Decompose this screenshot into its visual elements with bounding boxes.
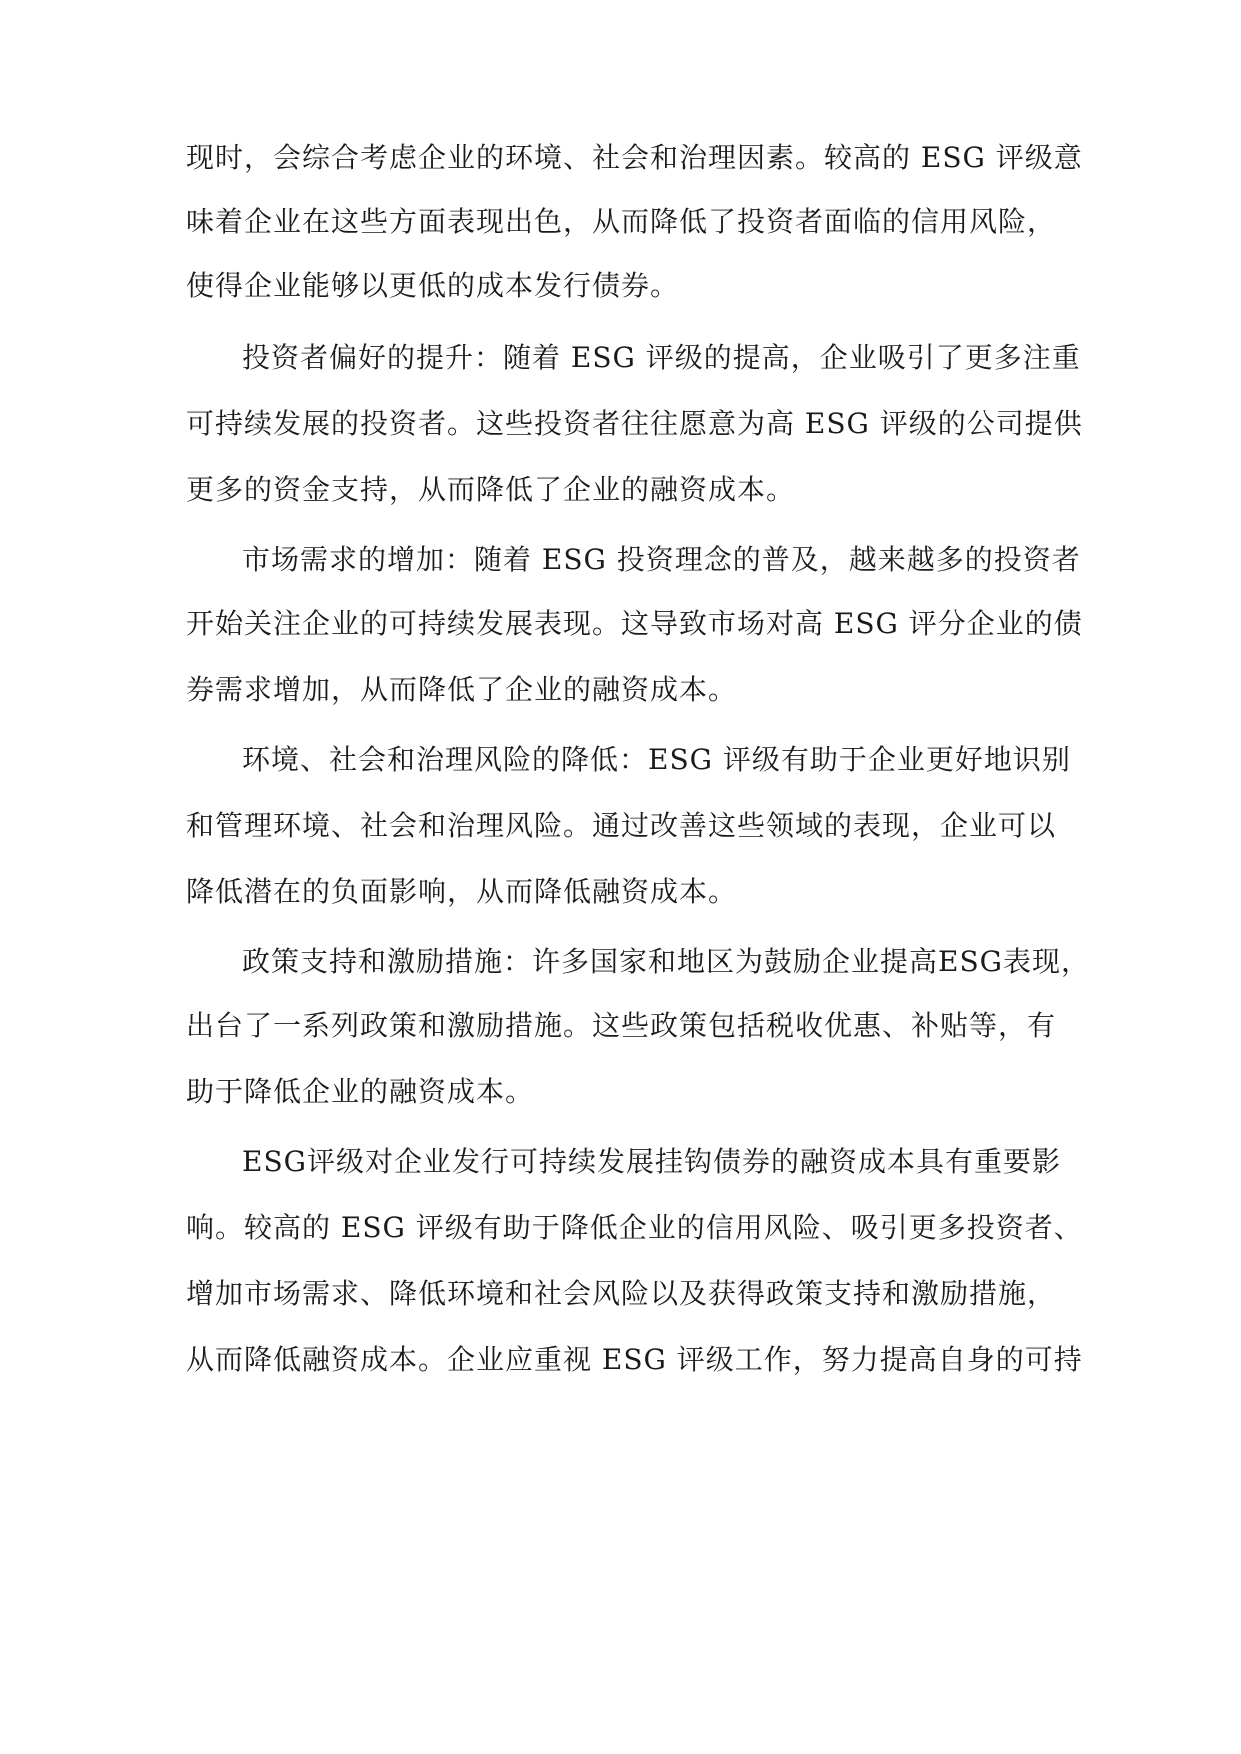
paragraph-4-line-3: 降低潜在的负面影响，从而降低融资成本。 bbox=[186, 875, 738, 908]
paragraph-5-line-2: 出台了一系列政策和激励措施。这些政策包括税收优惠、补贴等，有 bbox=[186, 1009, 1057, 1042]
paragraph-4-line-1: 环境、社会和治理风险的降低：ESG 评级有助于企业更好地识别 bbox=[242, 743, 1071, 776]
paragraph-5-line-1: 政策支持和激励措施：许多国家和地区为鼓励企业提高ESG表现， bbox=[242, 945, 1090, 978]
paragraph-2-line-1: 投资者偏好的提升：随着 ESG 评级的提高，企业吸引了更多注重 bbox=[242, 341, 1081, 374]
paragraph-6-line-4: 从而降低融资成本。企业应重视 ESG 评级工作，努力提高自身的可持 bbox=[186, 1343, 1083, 1376]
paragraph-6-line-2: 响。较高的 ESG 评级有助于降低企业的信用风险、吸引更多投资者、 bbox=[186, 1211, 1083, 1244]
paragraph-3-line-3: 券需求增加，从而降低了企业的融资成本。 bbox=[186, 673, 738, 706]
paragraph-6-line-1: ESG评级对企业发行可持续发展挂钩债券的融资成本具有重要影 bbox=[242, 1145, 1061, 1178]
paragraph-6-line-3: 增加市场需求、降低环境和社会风险以及获得政策支持和激励措施， bbox=[186, 1277, 1057, 1310]
paragraph-3-line-1: 市场需求的增加：随着 ESG 投资理念的普及，越来越多的投资者 bbox=[242, 543, 1081, 576]
paragraph-1-line-3: 使得企业能够以更低的成本发行债券。 bbox=[186, 269, 680, 302]
paragraph-2-line-2: 可持续发展的投资者。这些投资者往往愿意为高 ESG 评级的公司提供 bbox=[186, 407, 1083, 440]
paragraph-3-line-2: 开始关注企业的可持续发展表现。这导致市场对高 ESG 评分企业的债 bbox=[186, 607, 1083, 640]
paragraph-5-line-3: 助于降低企业的融资成本。 bbox=[186, 1075, 535, 1108]
paragraph-4-line-2: 和管理环境、社会和治理风险。通过改善这些领域的表现，企业可以 bbox=[186, 809, 1057, 842]
paragraph-1-line-1: 现时，会综合考虑企业的环境、社会和治理因素。较高的 ESG 评级意 bbox=[186, 141, 1083, 174]
paragraph-2-line-3: 更多的资金支持，从而降低了企业的融资成本。 bbox=[186, 473, 796, 506]
paragraph-1-line-2: 味着企业在这些方面表现出色，从而降低了投资者面临的信用风险， bbox=[186, 205, 1057, 238]
